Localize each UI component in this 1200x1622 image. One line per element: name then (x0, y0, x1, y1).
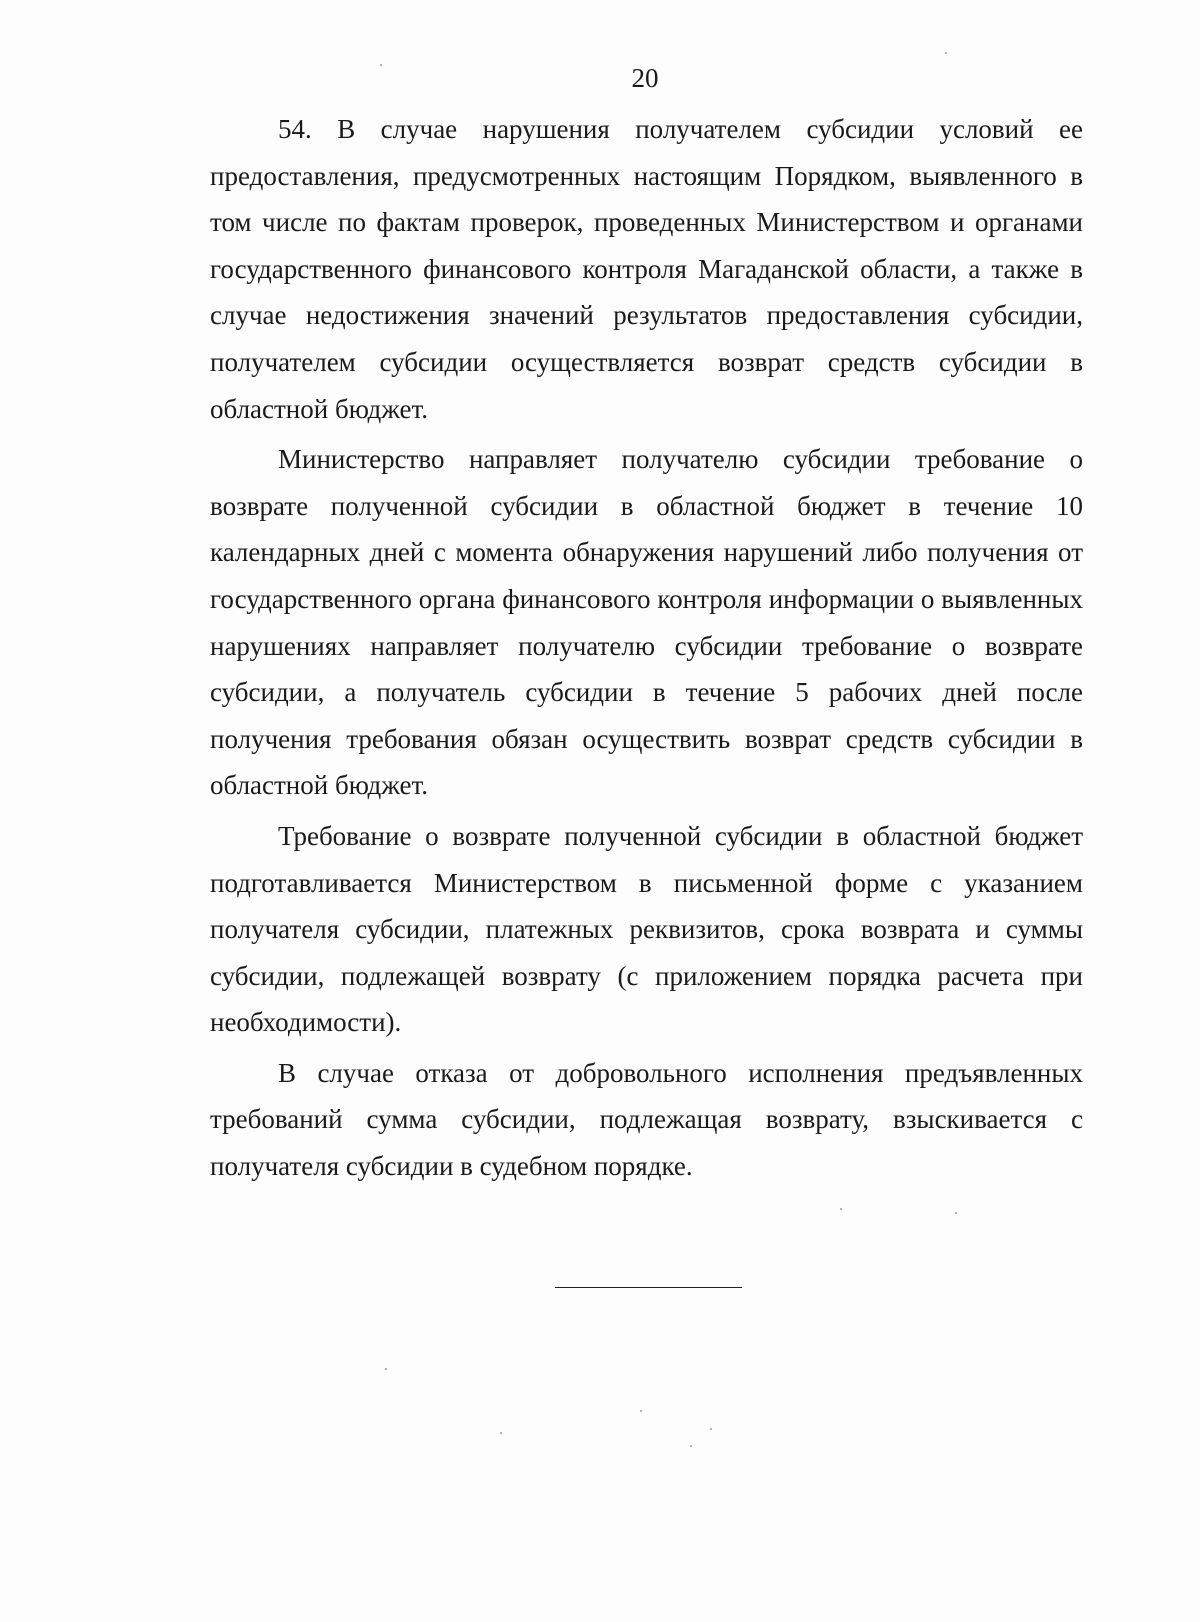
scan-speck (840, 1208, 842, 1210)
scan-speck (945, 52, 947, 54)
paragraph-54: 54. В случае нарушения получателем субсидии условий ее предоставления, предусмотренных настоящим Порядком, выявленного в том числе по фактам проверок, проведенных Министерством и органами государственного финансового контроля Магаданской области, а также в случае недостижения значений результатов предоставления субсидии, получателем субсидии осуществляется возврат средств субсидии в областной бюджет. (210, 114, 1083, 424)
scan-speck (385, 1368, 387, 1370)
scan-speck (640, 1410, 642, 1412)
scan-speck (955, 1212, 957, 1214)
scan-speck (690, 1445, 692, 1447)
scan-speck (710, 1428, 712, 1430)
end-of-text-rule (555, 1287, 742, 1288)
scan-speck (380, 64, 382, 66)
scan-speck (500, 1432, 502, 1434)
body-text (210, 106, 1083, 1194)
paragraph-court-recovery: В случае отказа от добровольного исполнения предъявленных требований сумма субсидии, подлежащая возврату, взыскивается с получателя субсидии в судебном порядке. (210, 1057, 1083, 1182)
paragraph-demand-form: Требование о возврате полученной субсидии в областной бюджет подготавливается Министерством в письменной форме с указанием получателя субсидии, платежных реквизитов, срока возврата и суммы субсидии, подлежащей возврату (с приложением порядка расчета при необходимости). (210, 820, 1083, 1038)
paragraph-ministry-demand: Министерство направляет получателю субсидии требование о возврате полученной субсидии в областной бюджет в течение 10 календарных дней с момента обнаружения нарушений либо получения от государственного органа финансового контроля информации о выявленных нарушениях направляет получателю субсидии требование о возврате субсидии, а получатель субсидии в течение 5 рабочих дней после получения требования обязан осуществить возврат средств субсидии в областной бюджет. (210, 444, 1083, 801)
page-number: 20 (631, 63, 659, 93)
